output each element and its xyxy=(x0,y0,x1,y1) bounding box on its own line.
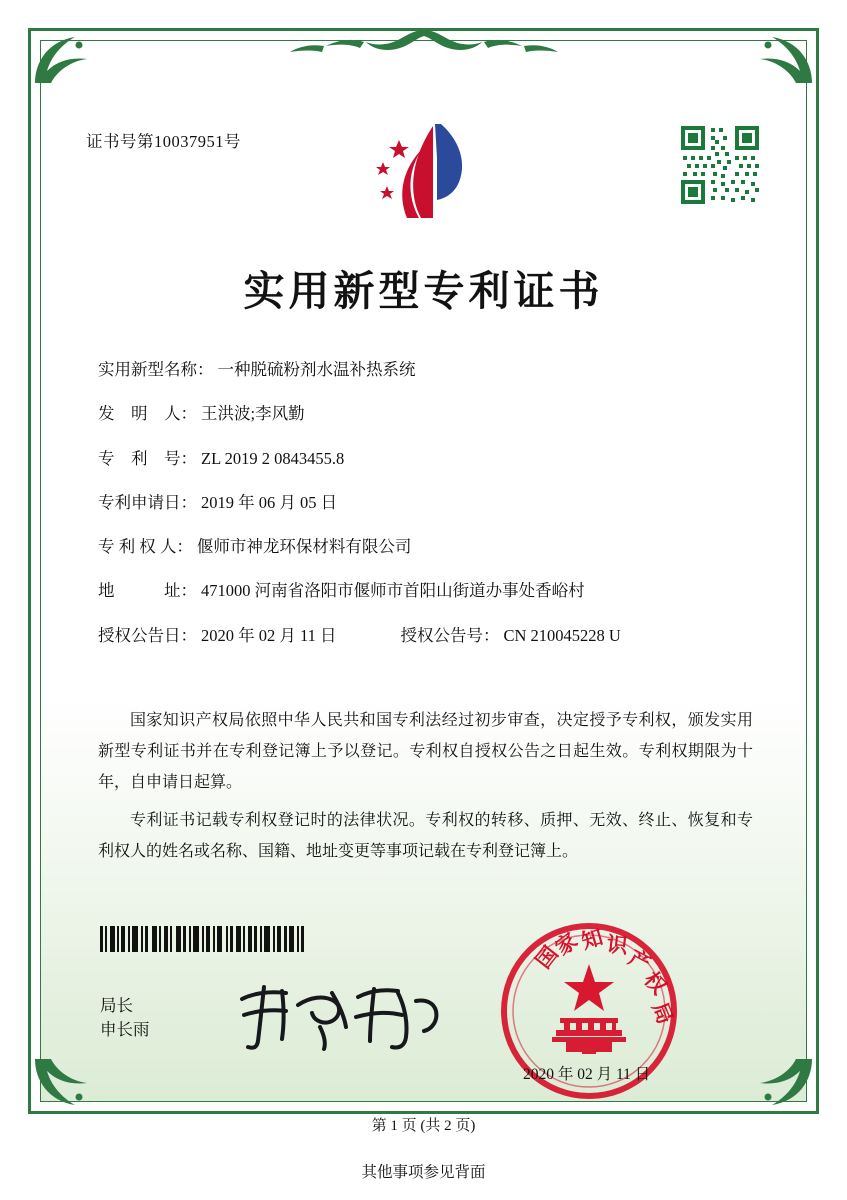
certificate-fields xyxy=(98,360,758,670)
field-label: 地 址： xyxy=(98,581,197,601)
field-label: 专 利 权 人： xyxy=(98,537,193,557)
field-value: 一种脱硫粉剂水温补热系统 xyxy=(217,360,416,379)
paragraph-register-statement: 专利证书记载专利权登记时的法律状况。专利权的转移、质押、无效、终止、恢复和专利权人的姓名或名称、国籍、地址变更等事项记载在专利登记簿上。 xyxy=(98,811,753,860)
field-value: ZL 2019 2 0843455.8 xyxy=(201,448,345,468)
svg-text:家: 家 xyxy=(550,928,582,961)
grant-date-label: 授权公告日： xyxy=(98,625,197,645)
grant-number-value: CN 210045228 U xyxy=(503,625,621,645)
top-flourish-ornament-icon xyxy=(264,26,584,60)
corner-ornament-top-right-icon xyxy=(750,31,816,87)
field-inventor xyxy=(98,404,758,424)
barcode-icon xyxy=(100,926,328,952)
svg-text:产: 产 xyxy=(624,945,655,977)
cnipa-logo-icon xyxy=(363,118,483,226)
corner-ornament-bottom-left-icon xyxy=(31,1055,97,1111)
svg-text:局: 局 xyxy=(647,998,678,1028)
svg-text:权: 权 xyxy=(639,967,672,999)
field-value: 偃师市神龙环保材料有限公司 xyxy=(196,537,412,557)
grant-number-label: 授权公告号： xyxy=(400,625,500,645)
back-side-note: 其他事项参见背面 xyxy=(361,1164,486,1181)
qr-code-icon xyxy=(677,122,763,208)
field-label: 发 明 人： xyxy=(98,404,197,424)
field-label: 专 利 号： xyxy=(98,448,197,468)
field-address xyxy=(98,581,758,601)
field-utility-model-name xyxy=(98,360,758,380)
field-application-date xyxy=(98,493,758,513)
grant-date-value: 2020 年 02 月 11 日 xyxy=(201,625,337,645)
field-value: 471000 河南省洛阳市偃师市首阳山街道办事处香峪村 xyxy=(201,581,585,601)
field-grant-publication xyxy=(98,626,758,646)
field-label: 专利申请日： xyxy=(98,492,197,512)
page-title: 实用新型专利证书 xyxy=(243,268,604,314)
paragraph-grant-statement: 国家知识产权局依照中华人民共和国专利法经过初步审查，决定授予专利权，颁发实用新型专利证书并在专利登记簿上予以登记。专利权自授权公告之日起生效。专利权期限为十年，自申请日起算。 xyxy=(98,712,753,792)
field-value: 王洪波;李风勤 xyxy=(201,404,305,424)
field-patentee xyxy=(98,537,758,557)
svg-text:知: 知 xyxy=(578,924,606,954)
page-number-footer: 第 1 页 (共 2 页) xyxy=(371,1118,476,1134)
svg-text:识: 识 xyxy=(605,932,629,959)
seal-date: 2020 年 02 月 11 日 xyxy=(523,1066,651,1083)
field-patent-number xyxy=(98,449,758,469)
director-name-label: 申长雨 xyxy=(100,1019,150,1039)
certificate-number: 证书号第10037951号 xyxy=(86,132,241,151)
signature-labels xyxy=(100,994,150,1042)
director-title-label: 局长 xyxy=(100,996,133,1015)
svg-text:国: 国 xyxy=(531,941,563,974)
handwritten-signature-icon xyxy=(228,975,448,1055)
corner-ornament-top-left-icon xyxy=(31,31,97,87)
field-label: 实用新型名称： xyxy=(98,360,214,379)
legal-text-block xyxy=(98,705,753,873)
corner-ornament-bottom-right-icon xyxy=(750,1055,816,1111)
field-value: 2019 年 06 月 05 日 xyxy=(201,492,338,512)
